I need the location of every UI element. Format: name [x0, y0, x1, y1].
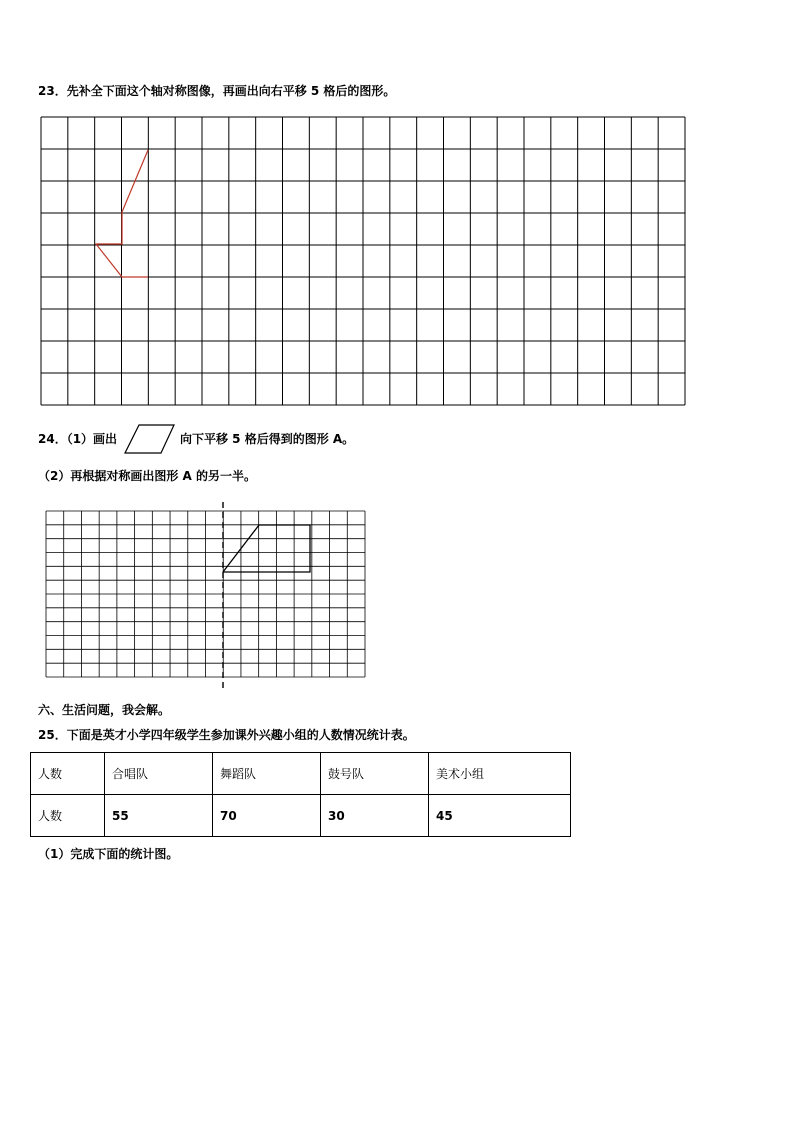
table-cell: 55	[105, 795, 213, 837]
q25-sub1-text: （1）完成下面的统计图。	[38, 847, 179, 861]
q24-grid	[0, 500, 794, 695]
q23-grid	[0, 0, 794, 420]
q23-text: 23．先补全下面这个轴对称图像，再画出向右平移 5 格后的图形。	[38, 84, 396, 98]
table-header-cell: 鼓号队	[321, 753, 429, 795]
table-header-cell: 舞蹈队	[213, 753, 321, 795]
q25-text: 25．下面是英才小学四年级学生参加课外兴趣小组的人数情况统计表。	[38, 728, 415, 742]
section-6-title: 六、生活问题，我会解。	[38, 703, 171, 717]
table-header-cell: 合唱队	[105, 753, 213, 795]
table-cell: 70	[213, 795, 321, 837]
q24-part2-text: （2）再根据对称画出图形 A 的另一半。	[38, 469, 256, 483]
table-header-cell: 人数	[31, 753, 105, 795]
q24-half-figure	[223, 525, 310, 572]
q25-stats-table	[30, 752, 571, 837]
table-header-cell: 美术小组	[429, 753, 571, 795]
q24-part1-suffix: 向下平移 5 格后得到的图形 A。	[180, 432, 355, 446]
table-cell: 45	[429, 795, 571, 837]
q24-part1-prefix: 24．（1）画出	[38, 432, 118, 446]
table-cell: 30	[321, 795, 429, 837]
table-row	[31, 795, 571, 837]
table-cell: 人数	[31, 795, 105, 837]
q24-parallelogram-icon	[122, 422, 178, 456]
table-row	[31, 753, 571, 795]
